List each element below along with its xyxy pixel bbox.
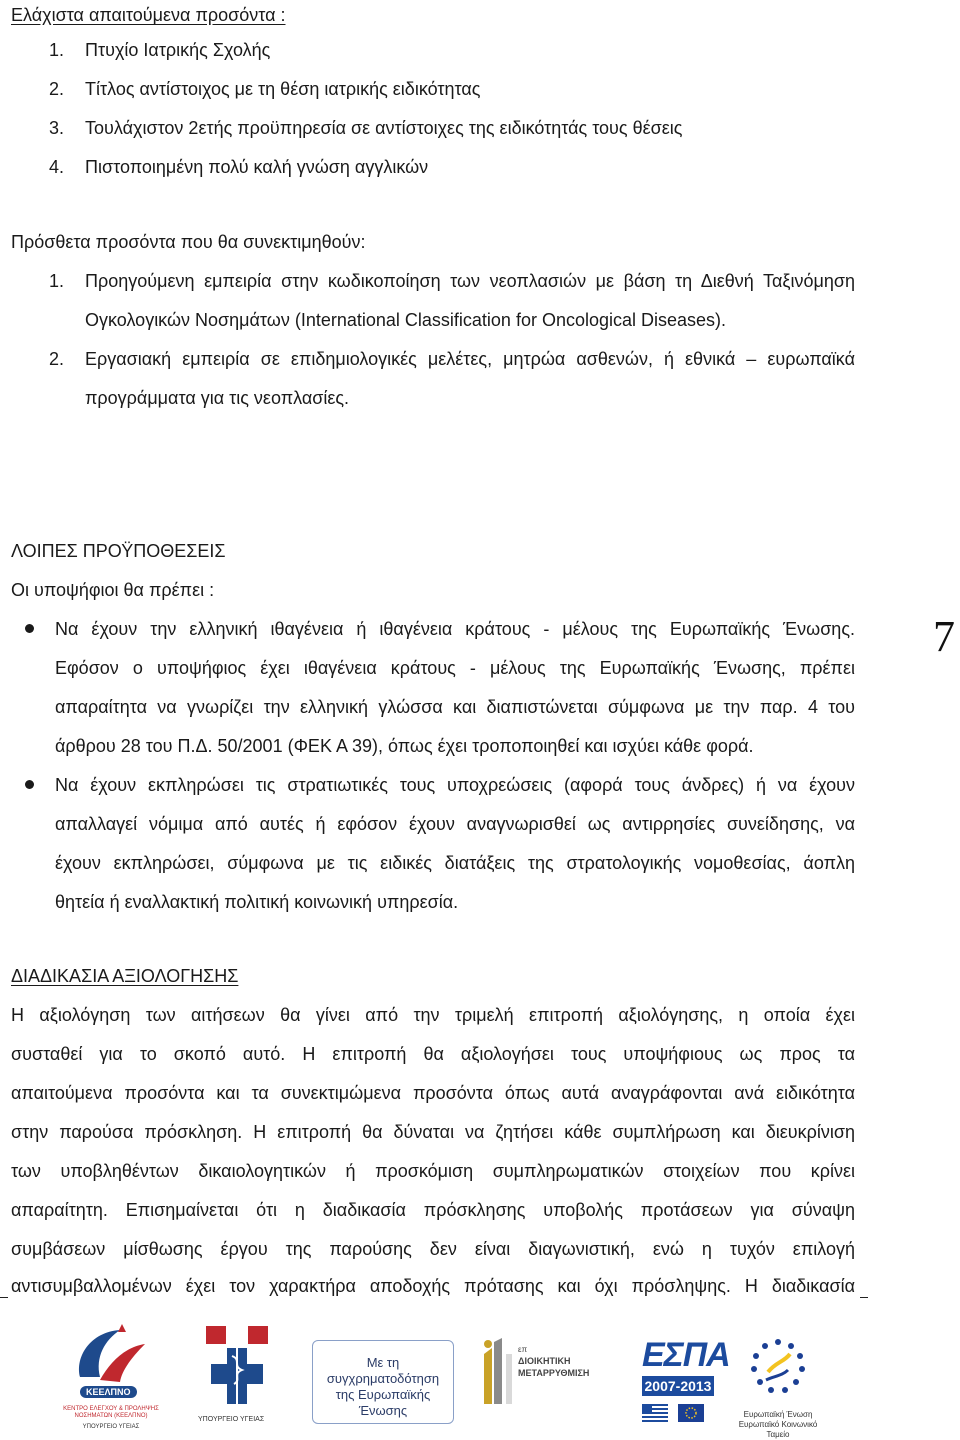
item-text: Πτυχίο Ιατρικής Σχολής [85,40,271,60]
bullet-line: Εφόσον ο υποψήφιος έχει ιθαγένεια κράτους - μέλους της Ευρωπαϊκής Ένωσης, πρέπει [55,658,855,678]
item-number: 4. [49,157,65,177]
admin-reform-prefix: επ [518,1345,528,1354]
evaluation-heading: ΔΙΑΔΙΚΑΣΙΑ ΑΞΙΟΛΟΓΗΣΗΣ [11,966,239,986]
evaluation-line: συσταθεί για το σκοπό αυτό. Η επιτροπή θα αξιολογήσει τους υποψήφιους ως προς τα [11,1044,855,1064]
bullet-line: έχουν εκπληρώσει, σύμφωνα με τις ειδικές διατάξεις της στρατολογικής νομοθεσίας, άοπλη [55,853,855,873]
other-conditions-intro: Οι υποψήφιοι θα πρέπει : [11,580,215,600]
admin-reform-line: ΔΙΟΙΚΗΤΙΚΗ [518,1356,571,1366]
eu-cofunding-text [313,1355,453,1419]
evaluation-line: αντισυμβαλλομένων έχει τον χαρακτήρα αποδοχής πρότασης και όχι πρόσληψης. Η διαδικασία [11,1276,855,1296]
eu-caption-line: Ευρωπαϊκή Ένωση [743,1410,813,1419]
eu-social-fund-logo [728,1332,828,1439]
eu-cofunding-line: Ένωσης [358,1403,408,1418]
ministry-cross-icon [192,1322,282,1412]
bullet-line: άρθρου 28 του Π.Δ. 50/2001 (ΦΕΚ Α 39), όπως έχει τροποποιηθεί και ισχύει κάθε φορά. [55,736,754,756]
keelpno-full-name: ΚΕΝΤΡΟ ΕΛΕΓΧΟΥ & ΠΡΟΛΗΨΗΣ ΝΟΣΗΜΑΤΩΝ (ΚΕΕΛΠΝΟ) [63,1406,159,1419]
greek-and-eu-flags-icon [642,1402,712,1424]
espa-word: ΕΣΠΑ [642,1336,730,1374]
admin-reform-line: ΜΕΤΑΡΡΥΘΜΙΣΗ [518,1368,590,1378]
item-number: 2. [49,349,65,369]
espa-logo [640,1336,730,1428]
requirements-heading: Ελάχιστα απαιτούμενα προσόντα : [11,5,286,25]
eu-cofunding-line: Με τη [366,1355,400,1370]
evaluation-line: συμβάσεων μίσθωσης έργου της παρούσης δεν είναι διαγωνιστική, ενώ η τυχόν επιλογή [11,1239,855,1259]
item-text: Τουλάχιστον 2ετής προϋπηρεσία σε αντίστοιχες της ειδικότητάς τους θέσεις [85,118,683,138]
bullet-line: Να έχουν την ελληνική ιθαγένεια ή ιθαγένεια κράτους - μέλους της Ευρωπαϊκής Ένωσης. [55,619,855,639]
footer-rule-right [860,1297,868,1298]
additional-item-line: Εργασιακή εμπειρία σε επιδημιολογικές μελέτες, μητρώα ασθενών, ή εθνικά – ευρωπαϊκά [85,349,855,369]
eu-cofunding-line: συγχρηματοδότηση [326,1371,440,1386]
evaluation-line: των υποβληθέντων δικαιολογητικών ή προσκόμιση συμπληρωματικών στοιχείων που κρίνει [11,1161,855,1181]
item-text: Πιστοποιημένη πολύ καλή γνώση αγγλικών [85,157,429,177]
additional-item-line: προγράμματα για τις νεοπλασίες. [85,388,350,408]
ministry-label: ΥΠΟΥΡΓΕΙΟ ΥΓΕΙΑΣ [198,1416,265,1423]
item-text: Τίτλος αντίστοιχος με τη θέση ιατρικής ειδικότητας [85,79,481,99]
keelpno-ministry: ΥΠΟΥΡΓΕΙΟ ΥΓΕΙΑΣ [82,1424,140,1430]
other-conditions-heading: ΛΟΙΠΕΣ ΠΡΟΫΠΟΘΕΣΕΙΣ [11,541,226,561]
evaluation-line: απαιτούμενα προσόντα και τα συνεκτιμώμενα προσόντα όπως αυτά αναγράφονται ανά ειδικότητα [11,1083,855,1103]
bullet-icon [25,624,34,633]
eu-stars-icon [728,1332,828,1408]
additional-item-line: Ογκολογικών Νοσημάτων (International Classification for Oncological Diseases). [85,310,727,330]
evaluation-line: στην παρούσα πρόσκληση. Η επιτροπή θα δύναται να ζητήσει κάθε συμπλήρωση και διευκρίνιση [11,1122,855,1142]
page-number: 7 [933,612,955,661]
additional-item-line: Προηγούμενη εμπειρία στην κωδικοποίηση των νεοπλασιών με βάση τη Διεθνή Ταξινόμηση [85,271,855,291]
additional-heading: Πρόσθετα προσόντα που θα συνεκτιμηθούν: [11,232,366,252]
keelpno-emblem-icon [70,1322,152,1392]
bullet-line: Να έχουν εκπληρώσει τις στρατιωτικές τους υποχρεώσεις (αφορά τους άνδρες) ή να έχουν [55,775,855,795]
bullet-icon [25,780,34,789]
bullet-line: θητεία ή εναλλακτική πολιτική κοινωνική υπηρεσία. [55,892,459,912]
keelpno-logo [63,1322,159,1434]
ministry-of-health-logo [192,1322,282,1434]
administrative-reform-logo [478,1334,618,1414]
admin-reform-emblem-icon [478,1334,516,1412]
eu-cofunding-line: της Ευρωπαϊκής [335,1387,431,1402]
footer-rule-left [0,1297,8,1298]
bullet-line: απαλλαγεί νόμιμα από αυτές ή εφόσον έχουν αναγνωρισθεί ως αντιρρησίες συνείδησης, να [55,814,855,834]
espa-years: 2007-2013 [642,1376,714,1396]
eu-cofunding-box [312,1340,454,1424]
item-number: 1. [49,271,65,291]
evaluation-line: Η αξιολόγηση των αιτήσεων θα γίνει από την τριμελή επιτροπή αξιολόγησης, η οποία έχει [11,1005,855,1025]
item-number: 3. [49,118,65,138]
item-number: 2. [49,79,65,99]
keelpno-name: ΚΕΕΛΠΝΟ [80,1386,137,1398]
bullet-line: απαραίτητα να γνωρίζει την ελληνική γλώσσα και διαπιστώνεται σύμφωνα με την παρ. 4 του [55,697,855,717]
eu-caption-line: Ευρωπαϊκό Κοινωνικό Ταμείο [738,1420,818,1439]
evaluation-line: απαραίτητη. Επισημαίνεται ότι η διαδικασία πρόσκλησης υποβολής προτάσεων για σύναψη [11,1200,855,1220]
item-number: 1. [49,40,65,60]
